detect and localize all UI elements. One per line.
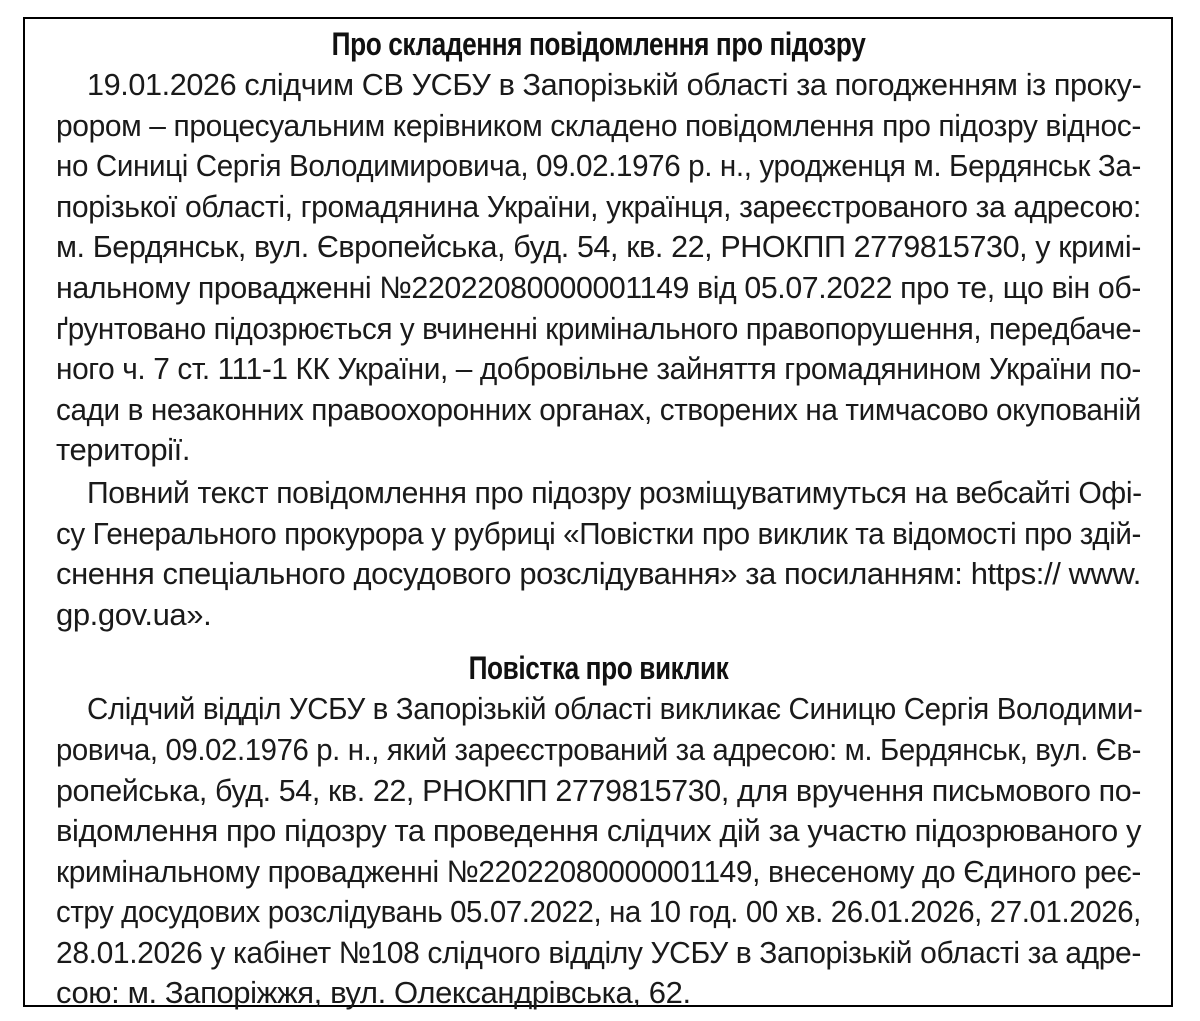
text-line: порізької області, громадянина України, українця, зареєстрованого за адресою:	[56, 188, 1141, 224]
text-line: сою: м. Запоріжжя, вул. Олександрівська, 62.	[56, 975, 691, 1011]
text-line: gp.gov.ua».	[56, 596, 212, 632]
text-line: ропейська, буд. 54, кв. 22, РНОКПП 2779815730, для вручення письмового по-	[56, 772, 1142, 808]
summons-heading: Повістка про виклик	[468, 650, 729, 687]
summons-paragraph	[56, 689, 1141, 1014]
text-line: снення спеціального досудового розслідування» за посиланням: https:// www.	[56, 556, 1141, 592]
text-line: ного ч. 7 ст. 111-1 КК України, – добровільне зайняття громадянином України по-	[56, 351, 1141, 387]
text-line: ровича, 09.02.1976 р. н., який зареєстрований за адресою: м. Бердянськ, вул. Єв-	[56, 731, 1142, 767]
text-line: відомлення про підозру та проведення слідчих дій за участю підозрюваного у	[56, 813, 1142, 849]
text-line: ґрунтовано підозрюється у вчиненні кримінального правопорушення, передбаче-	[56, 310, 1141, 346]
text-line: Слідчий відділ УСБУ в Запорізькій області викликає Синицю Сергія Володими-	[87, 691, 1143, 727]
text-line: 19.01.2026 слідчим СВ УСБУ в Запорізькій області за погодженням із проку-	[87, 67, 1142, 102]
text-line: 28.01.2026 у кабінет №108 слідчого відділу УСБУ в Запорізькій області за адре-	[56, 934, 1141, 970]
text-line: території.	[56, 432, 191, 468]
text-line: су Генерального прокурора у рубриці «Повістки про виклик та відомості про здій-	[56, 515, 1142, 551]
text-line: нальному провадженні №22022080000001149 від 05.07.2022 про те, що він об-	[56, 269, 1141, 305]
text-line: сади в незаконних правоохоронних органах, створених на тимчасово окупованій	[56, 391, 1141, 427]
text-line: стру досудових розслідувань 05.07.2022, на 10 год. 00 хв. 26.01.2026, 27.01.2026,	[56, 894, 1141, 930]
full-text-info-paragraph	[56, 473, 1141, 635]
text-line: но Синиці Сергія Володимировича, 09.02.1976 р. н., уродженця м. Бердянськ За-	[56, 148, 1141, 184]
notice-frame	[23, 17, 1173, 1011]
text-line: м. Бердянськ, вул. Європейська, буд. 54, кв. 22, РНОКПП 2779815730, у кримі-	[56, 229, 1141, 265]
text-line: кримінальному провадженні №22022080000001149, внесеному до Єдиного реє-	[56, 853, 1141, 889]
suspicion-notice-paragraph	[56, 65, 1141, 471]
suspicion-notice-heading: Про складення повідомлення про підозру	[331, 26, 866, 62]
text-line: Повний текст повідомлення про підозру розміщуватимуться на вебсайті Офі-	[87, 474, 1142, 510]
text-line: рором – процесуальним керівником складено повідомлення про підозру віднос-	[56, 107, 1141, 143]
